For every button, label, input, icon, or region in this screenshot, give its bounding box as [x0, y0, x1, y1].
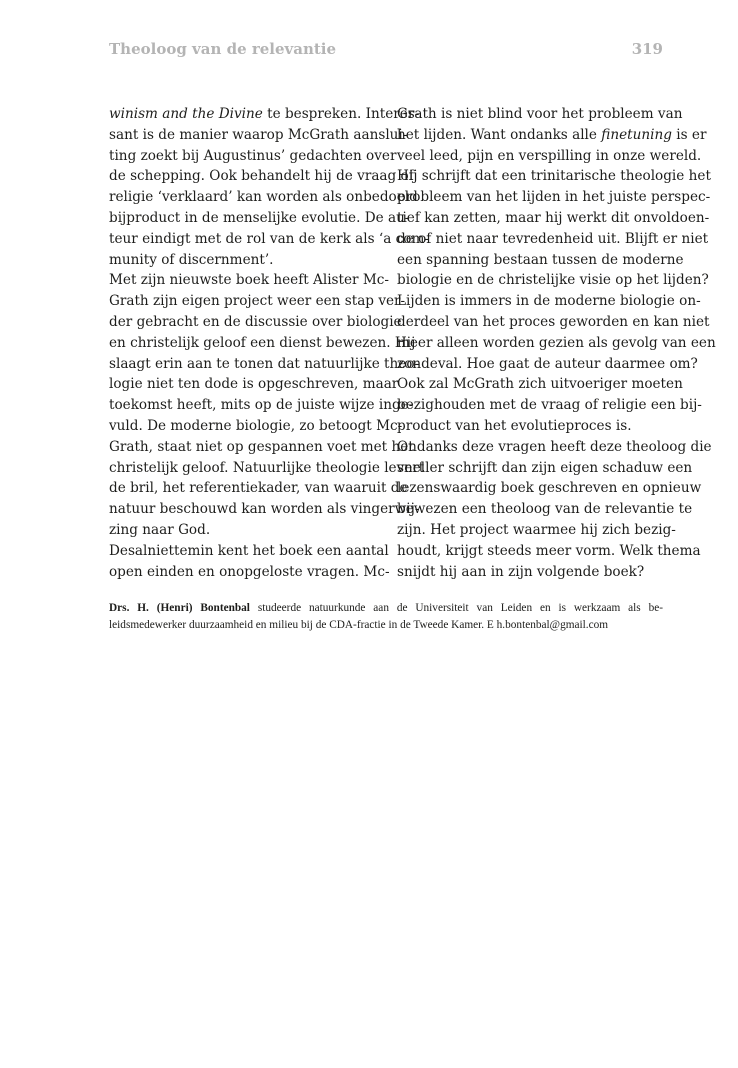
text-line: meer alleen worden gezien als gevolg van een	[397, 334, 716, 351]
text-line: Ook zal McGrath zich uitvoeriger moeten	[397, 376, 683, 393]
text-line: Grath zijn eigen project weer een stap ver-	[109, 293, 406, 310]
running-header	[109, 40, 663, 62]
text-line: zijn. Het project waarmee hij zich bezig-	[397, 521, 676, 538]
text-run: te bespreken. Interes-	[262, 106, 420, 122]
author-bio-line	[109, 600, 663, 617]
text-line: veel leed, pijn en verspilling in onze wereld.	[397, 147, 702, 164]
text-line: sant is de manier waarop McGrath aanslui-	[109, 126, 408, 143]
text-line: open einden en onopgeloste vragen. Mc-	[109, 563, 390, 580]
text-line: Grath, staat niet op gespannen voet met het	[109, 438, 414, 455]
text-line: biologie en de christelijke visie op het lijden?	[397, 272, 709, 289]
page-number: 319	[631, 40, 663, 58]
text-line: en christelijk geloof een dienst bewezen. Hij	[109, 334, 416, 351]
text-line: bewezen een theoloog van de relevantie te	[397, 501, 693, 518]
text-line: christelijk geloof. Natuurlijke theologie levert	[109, 459, 425, 476]
text-line: zing naar God.	[109, 521, 211, 538]
text-line: Lijden is immers in de moderne biologie on-	[397, 293, 701, 310]
text-line: der gebracht en de discussie over biologie	[109, 313, 402, 330]
text-line: product van het evolutieproces is.	[397, 417, 632, 434]
text-line: munity of discernment’.	[109, 251, 274, 268]
text-line: religie ‘verklaard’ kan worden als onbedoeld	[109, 189, 418, 206]
text-run: het lijden. Want ondanks alle	[397, 126, 602, 143]
text-line: natuur beschouwd kan worden als vingerwij-	[109, 501, 420, 518]
text-line: ting zoekt bij Augustinus’ gedachten over	[109, 147, 397, 164]
text-line: toekomst heeft, mits op de juiste wijze inge-	[109, 397, 414, 414]
italic-text: finetuning	[601, 126, 672, 143]
text-line: sneller schrijft dan zijn eigen schaduw een	[397, 459, 693, 476]
text-line: houdt, krijgt steeds meer vorm. Welk thema	[397, 542, 701, 559]
text-line: probleem van het lijden in het juiste perspec-	[397, 189, 711, 206]
text-line: de bril, het referentiekader, van waaruit de	[109, 480, 408, 497]
text-line: de schepping. Ook behandelt hij de vraag of	[109, 168, 414, 185]
right-text-column	[397, 104, 716, 582]
author-bio	[109, 600, 663, 634]
text-line: derdeel van het proces geworden en kan niet	[397, 313, 710, 330]
text-line	[109, 104, 420, 125]
text-line: bijproduct in de menselijke evolutie. De au-	[109, 209, 410, 226]
text-line: tief kan zetten, maar hij werkt dit onvoldoen-	[397, 209, 710, 226]
italic-text: winism and the Divine	[109, 106, 263, 122]
text-line: lezenswaardig boek geschreven en opnieuw	[397, 480, 702, 497]
text-line: de of niet naar tevredenheid uit. Blijft er niet	[397, 230, 709, 247]
text-line	[397, 125, 707, 146]
text-line: Hij schrijft dat een trinitarische theologie het	[397, 168, 711, 185]
left-text-column	[109, 104, 429, 582]
text-line: Desalniettemin kent het boek een aantal	[109, 542, 389, 559]
text-line: slaagt erin aan te tonen dat natuurlijke theo-	[109, 355, 420, 372]
text-line: Ondanks deze vragen heeft deze theoloog die	[397, 438, 712, 455]
text-line: een spanning bestaan tussen de moderne	[397, 251, 684, 268]
author-bio-line: leidsmedewerker duurzaamheid en milieu bij de CDA-fractie in de Tweede Kamer. E h.bontenbal@gmail.com	[109, 619, 609, 631]
text-line: Met zijn nieuwste boek heeft Alister Mc-	[109, 272, 389, 289]
text-line: Grath is niet blind voor het probleem van	[397, 106, 683, 122]
running-title: Theoloog van de relevantie	[109, 40, 337, 58]
text-line: bezighouden met de vraag of religie een bij-	[397, 397, 702, 414]
text-line: zondeval. Hoe gaat de auteur daarmee om?	[397, 355, 698, 372]
author-name: Drs. H. (Henri) Bontenbal	[109, 602, 250, 614]
text-line: vuld. De moderne biologie, zo betoogt Mc-	[109, 417, 403, 434]
text-line: teur eindigt met de rol van de kerk als ‘a com-	[109, 230, 429, 247]
text-line: snijdt hij aan in zijn volgende boek?	[397, 563, 645, 580]
text-line: logie niet ten dode is opgeschreven, maar	[109, 376, 399, 393]
author-bio-text: studeerde natuurkunde aan de Universiteit van Leiden en is werkzaam als be-	[249, 602, 663, 614]
text-run: is er	[671, 126, 707, 143]
